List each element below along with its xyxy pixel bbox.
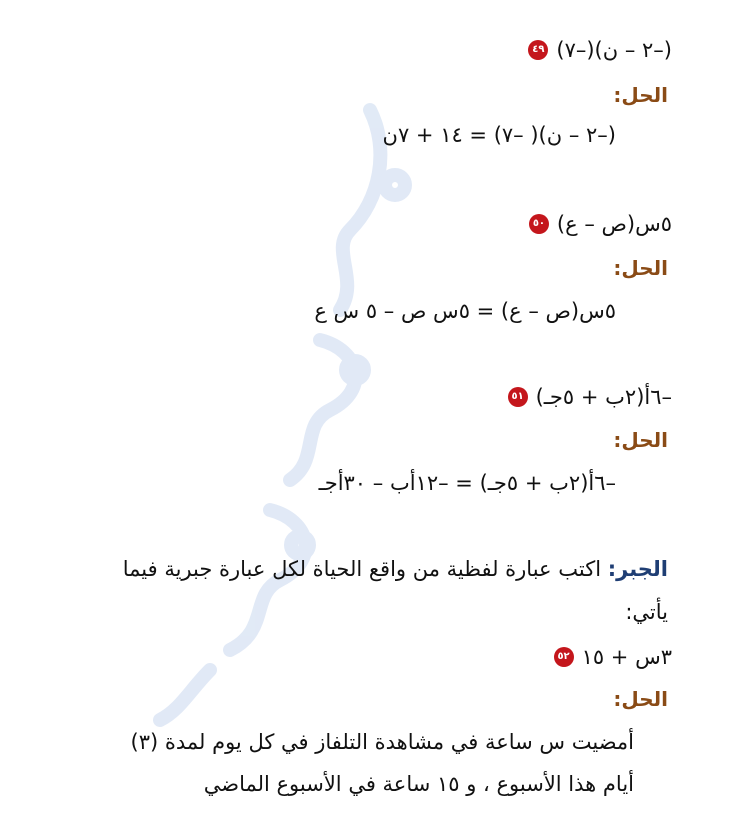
solution-label: الحل:	[613, 256, 668, 280]
problem-expression: (–٢ – ن)(–٧)	[556, 38, 672, 62]
problem-50	[529, 210, 672, 238]
algebra-instruction-text: اكتب عبارة لفظية من واقع الحياة لكل عبارة جبرية فيما	[122, 557, 602, 581]
problem-expression: –٦أ(٢ب + ٥جـ)	[535, 385, 672, 409]
problem-expression: ٥س(ص – ع)	[556, 212, 672, 236]
algebra-instruction	[123, 555, 668, 583]
problem-expression: ٣س + ١٥	[581, 645, 672, 669]
solution-label: الحل:	[613, 428, 668, 452]
answer-line-1: أمضيت س ساعة في مشاهدة التلفاز في كل يوم لمدة (٣)	[130, 730, 634, 754]
algebra-label: الجبر:	[607, 557, 668, 581]
watermark-signature	[120, 90, 440, 730]
problem-49	[528, 36, 672, 64]
solution-label: الحل:	[613, 83, 668, 107]
problem-number-badge: ٥٢	[554, 647, 574, 667]
problem-51	[508, 383, 672, 411]
solution-label: الحل:	[613, 687, 668, 711]
problem-number-badge: ٥١	[508, 387, 528, 407]
solution-work: –٦أ(٢ب + ٥جـ) = –١٢أب – ٣٠أجـ	[318, 471, 616, 495]
answer-line-2: أيام هذا الأسبوع ، و ١٥ ساعة في الأسبوع الماضي	[203, 772, 634, 796]
problem-number-badge: ٤٩	[528, 40, 548, 60]
problem-52	[554, 643, 672, 671]
solution-work: ٥س(ص – ع) = ٥س ص – ٥ س ع	[314, 299, 616, 323]
solution-work: (–٢ – ن)( –٧) = ١٤ + ٧ن	[382, 123, 616, 147]
algebra-instruction-continued: يأتي:	[625, 600, 668, 624]
problem-number-badge: ٥٠	[529, 214, 549, 234]
